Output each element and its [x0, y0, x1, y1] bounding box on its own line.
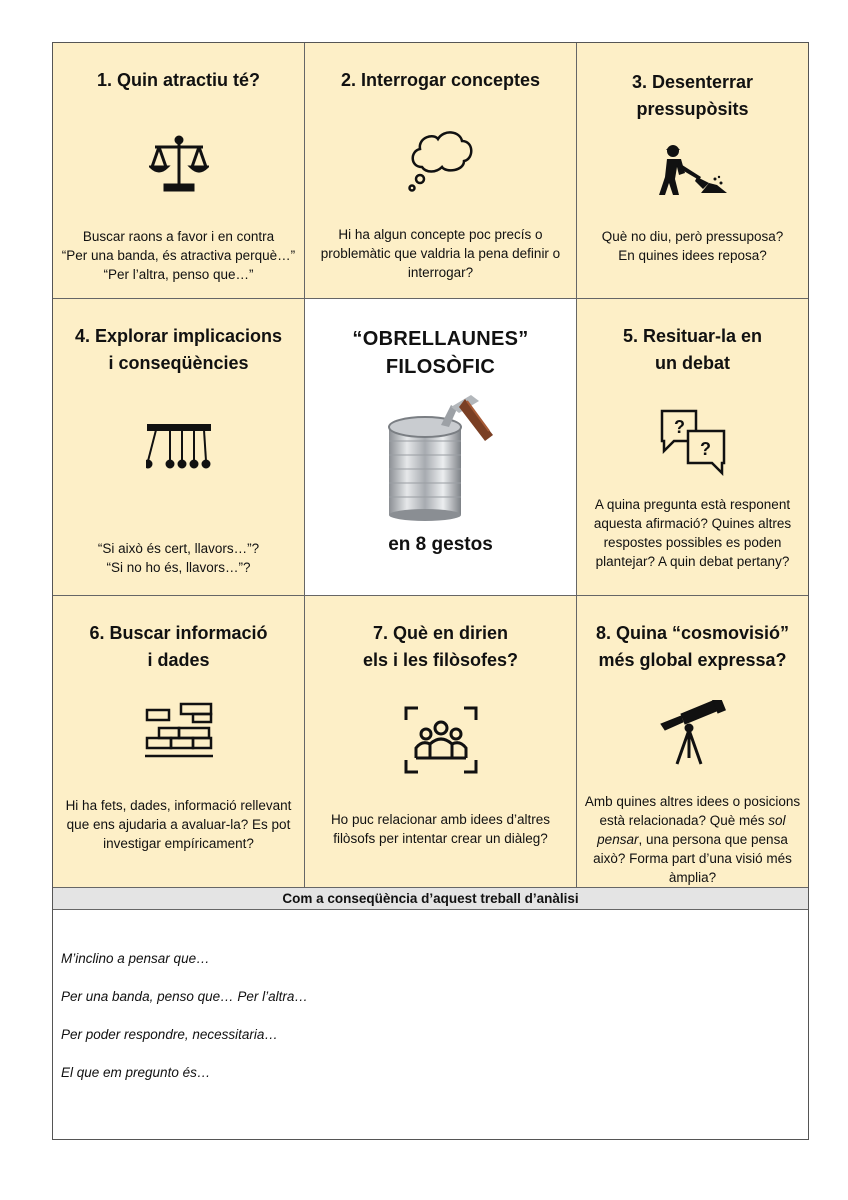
description-text: , una persona que pensa això? Forma part d’una visió més àmplia?: [593, 832, 792, 885]
description-text: Amb quines altres idees o posicions està relacionada? Què més: [584, 794, 801, 828]
group-people-icon: [305, 706, 576, 774]
card-title: 5. Resituar-la en un debat: [622, 326, 763, 373]
card-5: [577, 299, 808, 596]
can-opener-image: [305, 391, 576, 521]
svg-text:?: ?: [673, 417, 685, 437]
card-4: [53, 299, 305, 596]
question-chat-icon: [577, 407, 808, 477]
card-description: Ho puc relacionar amb idees d’altres filòsofs per intentar crear un diàleg?: [330, 812, 551, 846]
telescope-icon: [577, 700, 808, 766]
description-emphasis: sol pensar: [597, 813, 786, 847]
card-8: [577, 596, 808, 888]
card-3: [577, 43, 808, 299]
card-description: A quina pregunta està responent aquesta afirmació? Quines altres respostes possibles es poden plantejar? A quin debat pertany?: [593, 497, 792, 569]
card-title: 2. Interrogar conceptes: [340, 70, 541, 90]
card-6: [53, 596, 305, 888]
card-title: 3. Desenterrar pressupòsits: [631, 72, 754, 119]
card-title: 8. Quina “cosmovisió” més global expressa?: [595, 623, 790, 670]
main-title: “OBRELLAUNES” FILOSÒFIC: [352, 328, 529, 378]
newtons-cradle-icon: [53, 423, 304, 473]
card-description: Hi ha fets, dades, informació rellevant que ens ajudaria a avaluar-la? Es pot investigar empíricament?: [65, 798, 292, 851]
card-description: “Si això és cert, llavors…”? “Si no ho és, llavors…”?: [97, 541, 260, 575]
card-1: [53, 43, 305, 299]
worksheet: [52, 42, 809, 1140]
prompt-line: El que em pregunto és…: [61, 1065, 211, 1080]
prompt-line: Per poder respondre, necessitaria…: [61, 1027, 278, 1042]
card-title: 1. Quin atractiu té?: [96, 70, 261, 90]
card-title: 6. Buscar informació i dades: [89, 623, 268, 670]
prompt-line: M’inclino a pensar que…: [61, 951, 210, 966]
card-title: 4. Explorar implicacions i conseqüències: [74, 326, 283, 373]
thought-bubble-icon: [305, 127, 576, 193]
data-blocks-icon: [53, 700, 304, 762]
conclusion-header: Com a conseqüència d’aquest treball d’anàlisi: [53, 888, 808, 910]
card-7: [305, 596, 577, 888]
card-description: Què no diu, però pressuposa? En quines idees reposa?: [601, 229, 784, 263]
center-card: [305, 299, 577, 596]
card-grid: [53, 43, 808, 888]
card-description: Hi ha algun concepte poc precís o problemàtic que valdria la pena definir o interrogar?: [320, 227, 561, 280]
balance-scale-icon: [53, 133, 304, 193]
main-subtitle: en 8 gestos: [388, 534, 493, 555]
digging-person-icon: [577, 143, 808, 199]
card-description: [583, 792, 802, 887]
svg-text:?: ?: [699, 439, 711, 459]
card-2: [305, 43, 577, 299]
prompt-line: Per una banda, penso que… Per l’altra…: [61, 989, 308, 1004]
card-description: Buscar raons a favor i en contra “Per una banda, és atractiva perquè…” “Per l’altra, penso que…”: [61, 229, 296, 282]
conclusion-prompts: [61, 951, 308, 1103]
card-title: 7. Què en dirien els i les filòsofes?: [362, 623, 519, 670]
